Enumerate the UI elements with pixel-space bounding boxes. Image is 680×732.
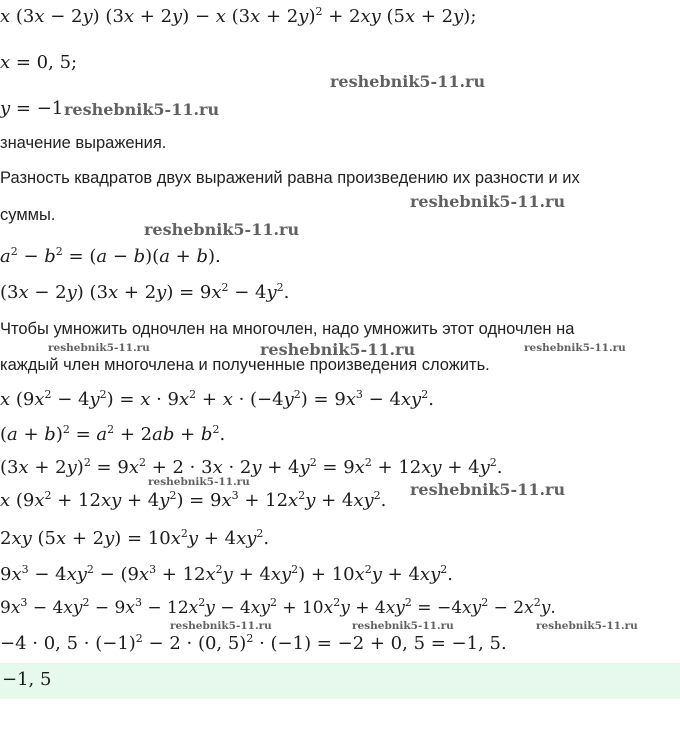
watermark: reshebnik5-11.ru [170, 620, 272, 632]
diff-squares-applied: (3x − 2y) $(3x + 2y) = 9x^2 - 4y^2$. [0, 281, 290, 303]
substitution-line: −4 · 0, $5 \cdot (-1)^2 - 2 \cdot (0$, 5)$^2$ · (−1) = −2 + 0, 5 = −1, 5. [0, 632, 507, 654]
watermark: reshebnik5-11.ru [330, 72, 486, 91]
expression-line: x (3x − 2y) (3x + 2y) − x $(3x + 2y)^2 + 2xy$ (5x + 2y); [0, 5, 477, 27]
watermark: reshebnik5-11.ru [48, 342, 150, 354]
square-of-sum-formula: $(a + b)^2 = a^2 + 2ab + b^2$. [0, 423, 226, 445]
answer-box [0, 663, 680, 699]
watermark: reshebnik5-11.ru [410, 480, 566, 499]
answer-value: −1, 5 [2, 669, 52, 690]
monomial-rule-line2: каждый член многочлена и полученные произведения сложить. [0, 356, 490, 374]
diff-squares-rule-line1: Разность квадратов двух выражений равна произведению их разности и их [0, 169, 580, 187]
given-x-line: x = 0, 5; [0, 52, 78, 73]
monomial-rule-line1: Чтобы умножить одночлен на многочлен, надо умножить этот одночлен на [0, 320, 575, 338]
watermark: reshebnik5-11.ru [144, 220, 300, 239]
square-of-sum-applied: $(3x + 2y)^2 = 9x^2 + 2 \cdot 3x \cdot 2y + 4y^2 = 9x^2 + 12xy + 4y^2$. [0, 456, 503, 478]
watermark: reshebnik5-11.ru [524, 342, 626, 354]
watermark: reshebnik5-11.ru [352, 620, 454, 632]
watermark: reshebnik5-11.ru [64, 100, 220, 119]
diff-squares-formula: $a^2 - b^2 = (a - b)(a + b)$. [0, 245, 221, 267]
diff-squares-rule-line2: суммы. [0, 206, 56, 224]
value-label: значение выражения. [0, 134, 167, 152]
watermark: reshebnik5-11.ru [260, 340, 416, 359]
step-multiply-3: 2xy $(5x + 2y) = 10x^2y + 4xy^2$. [0, 527, 270, 549]
watermark: reshebnik5-11.ru [148, 476, 250, 488]
simplified-expression: $9x^3 - 4xy^2 - 9x^3 - 12x^2y - 4xy^2 + 10x^2y + 4xy^2 = -4xy^2 - 2x^2y$. [0, 596, 556, 618]
combined-expression: $9x^3 - 4xy^2 - (9x^3 + 12x^2y + 4xy^2) + 10x^2y + 4xy^2$. [0, 563, 453, 585]
given-y-line: y = −1 [0, 98, 64, 119]
watermark: reshebnik5-11.ru [536, 620, 638, 632]
step-multiply-2: x $(9x^2 + 12xy + 4y^2) = 9x^3 + 12x^2y + 4xy^2$. [0, 489, 387, 511]
step-multiply-1: x $(9x^2 - 4y^2) = x \cdot 9x^2 + x \cdot (-4y^2) = 9x^3 - 4xy^2$. [0, 388, 434, 410]
watermark: reshebnik5-11.ru [410, 192, 566, 211]
